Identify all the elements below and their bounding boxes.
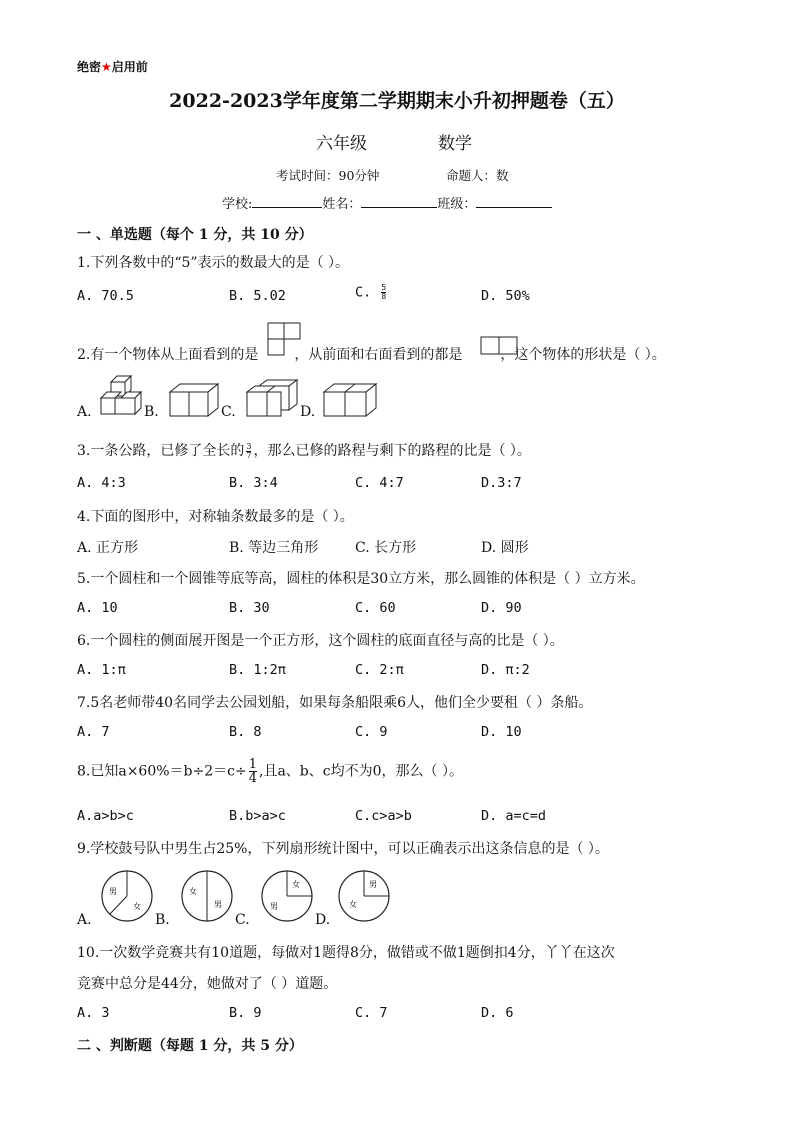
question-1-text: 1.下列各数中的“5”表示的数最大的是（ ）。 (77, 255, 350, 271)
question-10-text-line2: 竞赛中总分是44分，她做对了（ ）道题。 (77, 976, 338, 992)
q3-fraction (246, 443, 251, 460)
q2-option-b-cubes-icon (168, 382, 220, 418)
question-8-text (77, 758, 463, 785)
q8-option-c[interactable]: C.c>a>b (355, 808, 412, 824)
q9a-boy-label: 男 (109, 887, 117, 896)
q3-option-c[interactable]: C. 4:7 (355, 475, 404, 491)
section-1-title: 一 、单选题（每个 1 分，共 10 分） (77, 227, 313, 243)
exam-time: 考试时间：90分钟 (276, 168, 380, 183)
q2-option-a-cubes-icon (99, 376, 145, 418)
q9-option-a[interactable]: A. (77, 912, 92, 928)
q9-option-b-pie-chart (180, 869, 236, 925)
q4-option-c[interactable]: C. 长方形 (355, 540, 417, 556)
q4-option-b[interactable]: B. 等边三角形 (229, 540, 319, 556)
question-3-text (77, 440, 531, 460)
q3-option-d[interactable]: D.3:7 (481, 475, 522, 491)
question-2-text (77, 344, 666, 364)
name-label: 姓名： (322, 197, 362, 212)
red-star-icon: ★ (101, 60, 112, 74)
subject-label: 数学 (438, 134, 472, 154)
class-blank[interactable] (476, 194, 552, 208)
fraction-numerator: 1 (248, 757, 258, 772)
q1-option-b[interactable]: B. 5.02 (229, 288, 286, 304)
student-info-fields (222, 193, 552, 212)
question-9-text: 9.学校鼓号队中男生占25%，下列扇形统计图中，可以正确表示出这条信息的是（ ）。 (77, 841, 609, 857)
q9c-girl-label: 女 (292, 880, 300, 889)
q4-option-a[interactable]: A. 正方形 (77, 540, 139, 556)
secret-suffix: 启用前 (111, 60, 148, 74)
fraction-denominator: 8 (381, 292, 387, 301)
front-view-figure (480, 336, 520, 356)
section-2-title: 二 、判断题（每题 1 分，共 5 分） (77, 1038, 303, 1054)
q9-option-c-pie-chart (260, 869, 316, 925)
secret-prefix: 绝密 (77, 60, 102, 74)
q10-option-a[interactable]: A. 3 (77, 1005, 110, 1021)
fraction-denominator: 7 (246, 450, 252, 460)
q9b-girl-label: 女 (189, 887, 197, 896)
q8-option-d[interactable]: D. a=c=d (481, 808, 547, 824)
school-blank[interactable] (252, 194, 322, 208)
question-6-text: 6.一个圆柱的侧面展开图是一个正方形，这个圆柱的底面直径与高的比是（ ）。 (77, 633, 564, 649)
confidential-mark (77, 58, 148, 75)
q2-option-c[interactable]: C. (221, 404, 236, 420)
class-label: 班级： (437, 197, 477, 212)
question-4-text: 4.下面的图形中，对称轴条数最多的是（ ）。 (77, 509, 354, 525)
q9-option-b[interactable]: B. (155, 912, 170, 928)
question-5-text: 5.一个圆柱和一个圆锥等底等高，圆柱的体积是30立方米，那么圆锥的体积是（ ）立方米。 (77, 571, 645, 587)
question-7-text: 7.5名老师带40名同学去公园划船，如果每条船限乘6人，他们全少要租（ ）条船。 (77, 695, 593, 711)
q3-text-part2: ，那么已修的路程与剩下的路程的比是（ ）。 (253, 443, 531, 459)
q8-text-part1: 8.已知a×60%＝b÷2＝c÷ (77, 763, 247, 780)
fraction-denominator: 4 (248, 771, 258, 786)
top-view-figure (266, 322, 302, 358)
school-label: 学校: (222, 197, 253, 212)
fraction-numerator: 3 (246, 441, 252, 451)
fraction-numerator: 5 (381, 283, 387, 292)
q9c-boy-label: 男 (270, 902, 278, 911)
q10-option-c[interactable]: C. 7 (355, 1005, 388, 1021)
q2-text-part2: ，从前面和右面看到的都是 (294, 347, 463, 363)
q4-option-d[interactable]: D. 圆形 (481, 540, 529, 556)
q2-option-c-cubes-icon (245, 380, 301, 418)
q6-option-d[interactable]: D. π:2 (481, 662, 530, 678)
q2-option-a[interactable]: A. (77, 404, 92, 420)
q9d-boy-label: 男 (369, 880, 377, 889)
name-blank[interactable] (361, 194, 437, 208)
grade-label: 六年级 (316, 134, 367, 154)
q3-option-b[interactable]: B. 3:4 (229, 475, 278, 491)
q10-option-b[interactable]: B. 9 (229, 1005, 262, 1021)
q9-option-a-pie-chart (100, 869, 156, 925)
q2-option-d-cubes-icon (322, 382, 378, 418)
q3-option-a[interactable]: A. 4:3 (77, 475, 126, 491)
q3-text-part1: 3.一条公路，已修了全长的 (77, 443, 245, 459)
question-10-text-line1: 10.一次数学竞赛共有10道题，每做对1题得8分，做错或不做1题倒扣4分，丫丫在这次 (77, 945, 615, 961)
q1-option-c-fraction (381, 284, 386, 301)
q9-option-c[interactable]: C. (235, 912, 250, 928)
q1-option-c[interactable] (355, 284, 388, 301)
exam-author: 命题人：数 (446, 168, 509, 183)
q7-option-b[interactable]: B. 8 (229, 724, 262, 740)
q1-option-a[interactable]: A. 70.5 (77, 288, 134, 304)
q6-option-c[interactable]: C. 2:π (355, 662, 404, 678)
q8-option-a[interactable]: A.a>b>c (77, 808, 134, 824)
q8-option-b[interactable]: B.b>a>c (229, 808, 286, 824)
q7-option-a[interactable]: A. 7 (77, 724, 110, 740)
q2-option-d[interactable]: D. (300, 404, 316, 420)
q8-text-part2: ,且a、b、c均不为0，那么（ ）。 (259, 763, 463, 780)
q7-option-c[interactable]: C. 9 (355, 724, 388, 740)
q9-option-d-pie-chart (337, 869, 393, 925)
q5-option-b[interactable]: B. 30 (229, 600, 270, 616)
q9d-girl-label: 女 (349, 900, 357, 909)
q6-option-a[interactable]: A. 1:π (77, 662, 126, 678)
q2-option-b[interactable]: B. (144, 404, 159, 420)
q9b-boy-label: 男 (214, 900, 222, 909)
q2-text-part1: 2.有一个物体从上面看到的是 (77, 347, 259, 363)
q9-option-d[interactable]: D. (315, 912, 331, 928)
q5-option-d[interactable]: D. 90 (481, 600, 522, 616)
q1-option-d[interactable]: D. 50% (481, 288, 530, 304)
q5-option-a[interactable]: A. 10 (77, 600, 118, 616)
q5-option-c[interactable]: C. 60 (355, 600, 396, 616)
q9a-girl-label: 女 (133, 902, 141, 911)
q1-option-c-label: C. (355, 284, 372, 301)
q8-fraction (249, 758, 257, 785)
q7-option-d[interactable]: D. 10 (481, 724, 522, 740)
exam-title: 2022-2023学年度第二学期期末小升初押题卷（五） (169, 90, 625, 112)
q2-text-part3: ，这个物体的形状是（ ）。 (500, 347, 666, 363)
q6-option-b[interactable]: B. 1:2π (229, 662, 286, 678)
q10-option-d[interactable]: D. 6 (481, 1005, 514, 1021)
